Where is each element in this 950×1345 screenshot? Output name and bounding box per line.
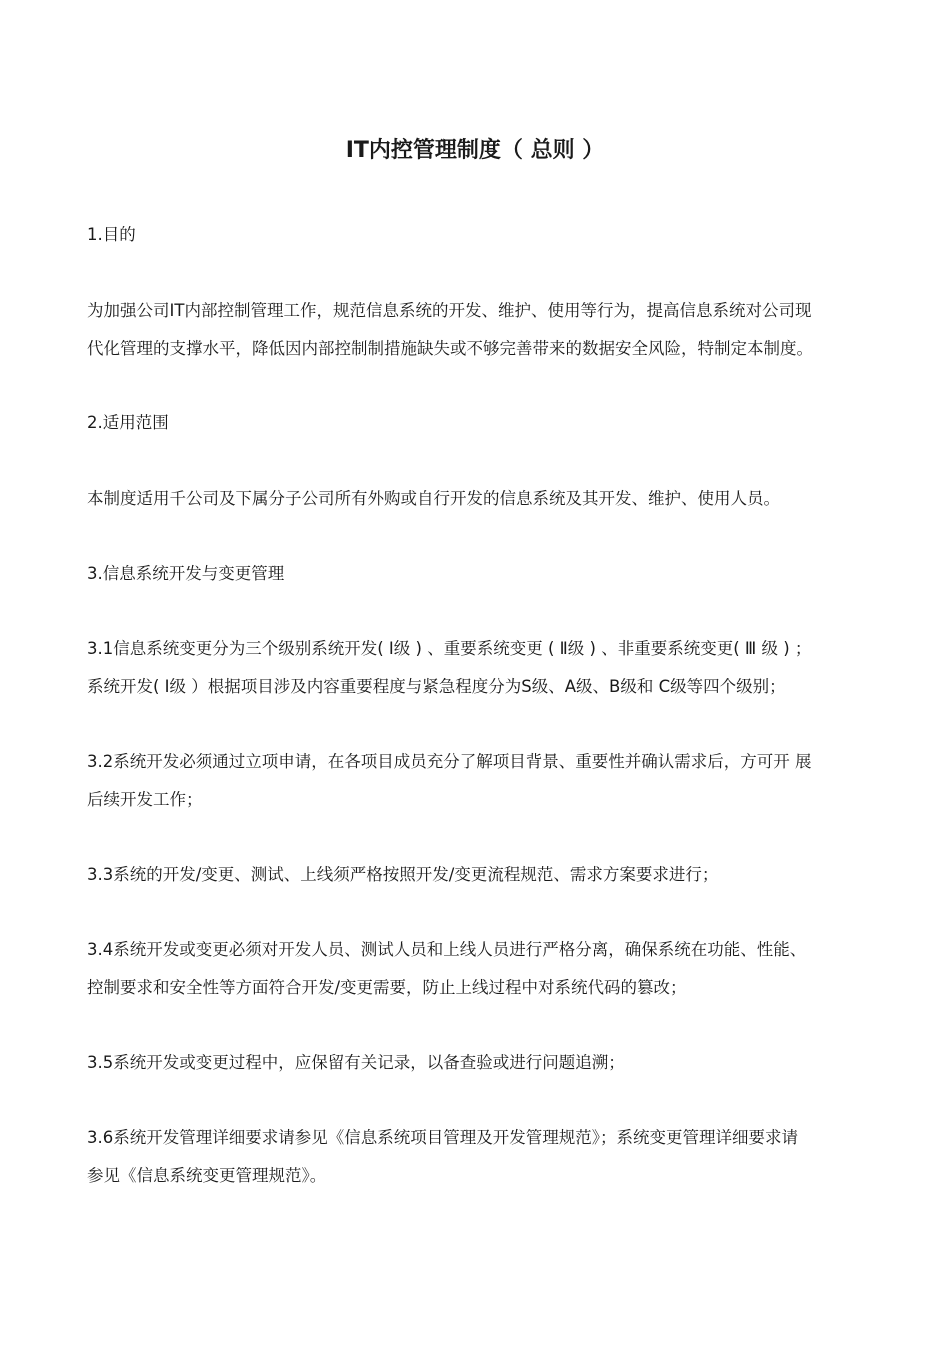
paragraph-line: 3.3系统的开发/变更、测试、上线须严格按照开发/变更流程规范、需求方案要求进行； xyxy=(87,865,719,884)
section-heading-scope: 2.适用范围 xyxy=(87,413,169,432)
document-title: IT内控管理制度（ 总则 ） xyxy=(345,138,605,163)
paragraph-line: 控制要求和安全性等方面符合开发/变更需要，防止上线过程中对系统代码的篡改； xyxy=(87,978,687,997)
paragraph-line: 后续开发工作； xyxy=(87,790,203,809)
paragraph-line: 代化管理的支撑水平，降低因内部控制制措施缺失或不够完善带来的数据安全风险，特制定本制度。 xyxy=(87,339,813,358)
section-heading-purpose: 1.目的 xyxy=(87,225,136,244)
section-heading-development: 3.信息系统开发与变更管理 xyxy=(87,564,285,583)
paragraph-line: 参见《信息系统变更管理规范》。 xyxy=(87,1166,327,1185)
paragraph-line: 本制度适用千公司及下属分子公司所有外购或自行开发的信息系统及其开发、维护、使用人员。 xyxy=(87,489,780,508)
paragraph-line: 3.6系统开发管理详细要求请参见《信息系统项目管理及开发管理规范》；系统变更管理详细要求请 xyxy=(87,1128,798,1147)
paragraph-line: 系统开发( Ⅰ级 ）根据项目涉及内容重要程度与紧急程度分为S级、A级、B级和 C级等四个级别； xyxy=(87,677,786,696)
paragraph-line: 3.2系统开发必须通过立项申请，在各项目成员充分了解项目背景、重要性并确认需求后，方可开 展 xyxy=(87,752,812,771)
paragraph-line: 3.1信息系统变更分为三个级别系统开发( I级 ) 、重要系统变更 ( Ⅱ级 ) 、非重要系统变更( Ⅲ 级 ) ； xyxy=(87,639,812,658)
paragraph-line: 为加强公司IT内部控制管理工作，规范信息系统的开发、维护、使用等行为，提高信息系统对公司现 xyxy=(87,301,812,320)
paragraph-line: 3.4系统开发或变更必须对开发人员、测试人员和上线人员进行严格分离，确保系统在功能、性能、 xyxy=(87,940,807,959)
paragraph-line: 3.5系统开发或变更过程中，应保留有关记录，以备查验或进行问题追溯； xyxy=(87,1053,625,1072)
